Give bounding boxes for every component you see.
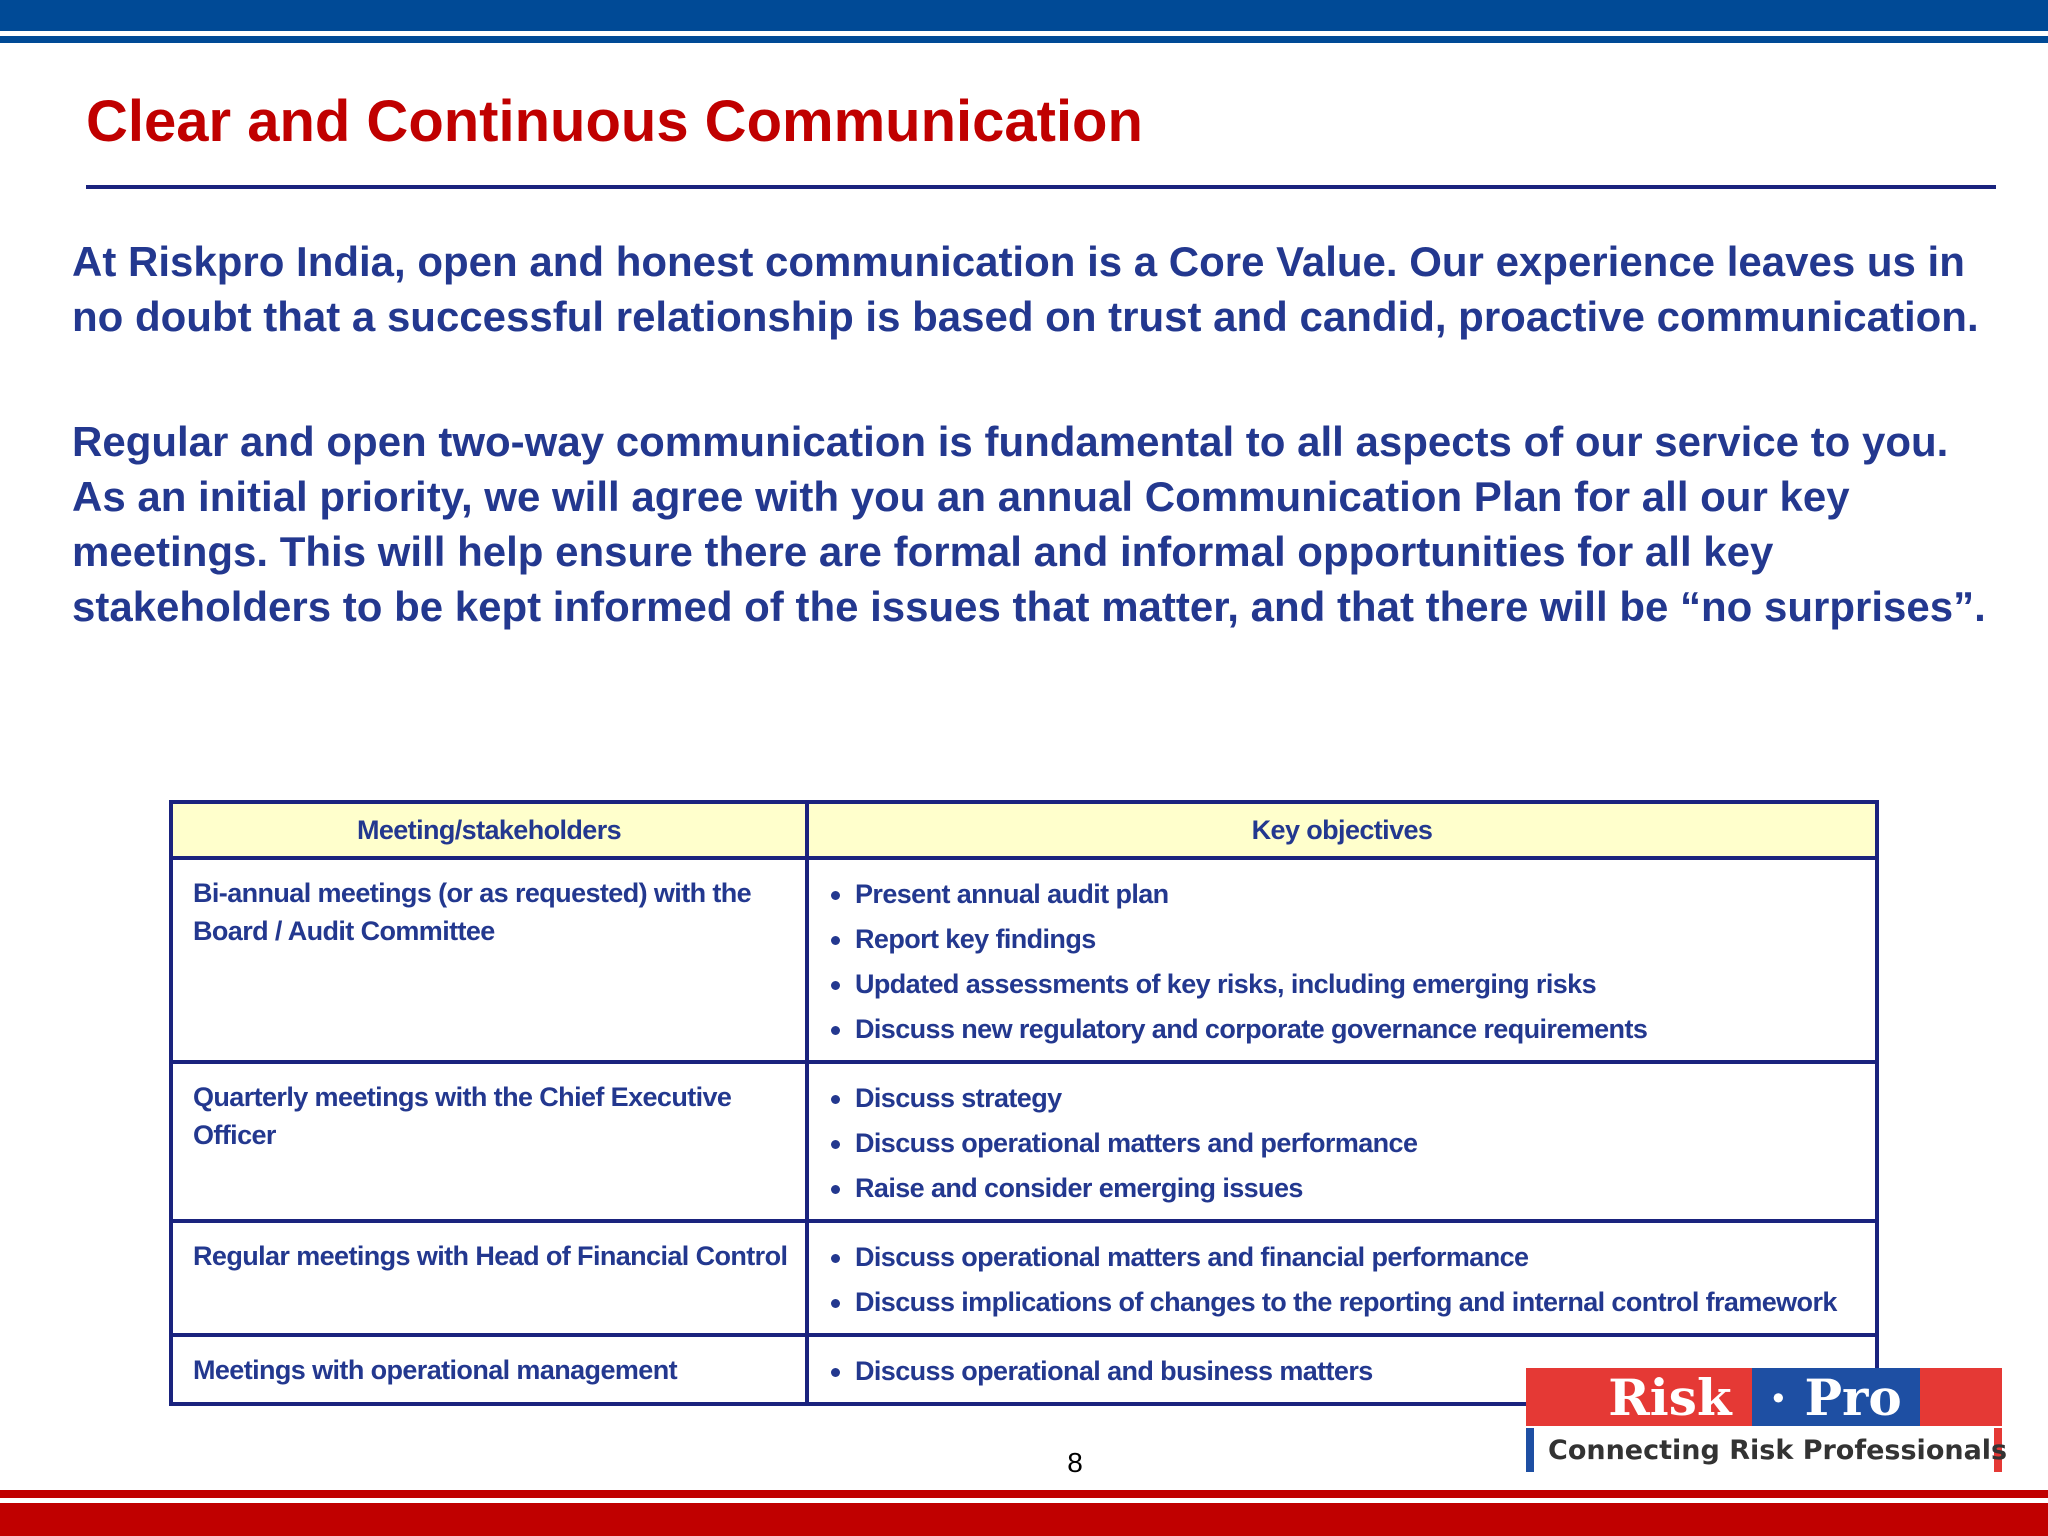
objective-item: Discuss implications of changes to the reporting and internal control framework [827,1280,1859,1325]
page-number: 8 [1067,1447,1083,1478]
objective-item: Discuss strategy [827,1076,1859,1121]
header-meeting-stakeholders: Meeting/stakeholders [171,802,807,858]
bottom-banner-stripe [0,1490,2048,1498]
communication-plan-paragraph: Regular and open two-way communication is fundamental to all aspects of our service to you. As an initial priority, we will agree with you an annual Communication Plan for all our key meetings. This will help ensure there are formal and informal opportunities for all key stakeholders to be kept informed of the issues that matter, and that there will be “no surprises”. [72,418,1986,630]
logo-pro-block [1752,1368,1920,1426]
logo-tagline: Connecting Risk Professionals [1526,1428,2002,1472]
objective-item: Report key findings [827,917,1859,962]
meeting-cell: Bi-annual meetings (or as requested) with the Board / Audit Committee [171,858,807,1062]
objective-item: Present annual audit plan [827,872,1859,917]
table-row [171,1062,1877,1221]
objectives-cell [807,858,1877,1062]
bottom-banner-bar [0,1503,2048,1536]
communication-plan-table [169,800,1879,1406]
objective-item: Discuss new regulatory and corporate governance requirements [827,1007,1859,1052]
objectives-cell [807,1062,1877,1221]
objective-item: Raise and consider emerging issues [827,1166,1859,1211]
table-row [171,1221,1877,1335]
intro-paragraph: At Riskpro India, open and honest communication is a Core Value. Our experience leaves us in no doubt that a successful relationship is based on trust and candid, proactive communication. [72,238,1979,340]
logo-word-pro: Pro [1804,1367,1902,1427]
logo-separator: · [1769,1367,1788,1427]
objective-item: Updated assessments of key risks, including emerging risks [827,962,1859,1007]
objective-item: Discuss operational matters and performance [827,1121,1859,1166]
top-banner-stripe [0,36,2048,43]
table-row [171,858,1877,1062]
objective-item: Discuss operational and business matters [827,1349,1859,1394]
slide-title: Clear and Continuous Communication [86,89,1143,154]
logo-wordmark [1526,1368,2002,1426]
meeting-cell: Meetings with operational management [171,1335,807,1404]
meeting-cell: Regular meetings with Head of Financial Control [171,1221,807,1335]
header-key-objectives: Key objectives [807,802,1877,858]
title-underline [86,185,1996,189]
objectives-cell [807,1221,1877,1335]
top-banner-bar [0,0,2048,31]
riskpro-logo [1526,1367,2008,1472]
objective-item: Discuss operational matters and financial performance [827,1235,1859,1280]
meeting-cell: Quarterly meetings with the Chief Executive Officer [171,1062,807,1221]
logo-word-risk: Risk [1608,1367,1732,1427]
table-header-row [171,802,1877,858]
